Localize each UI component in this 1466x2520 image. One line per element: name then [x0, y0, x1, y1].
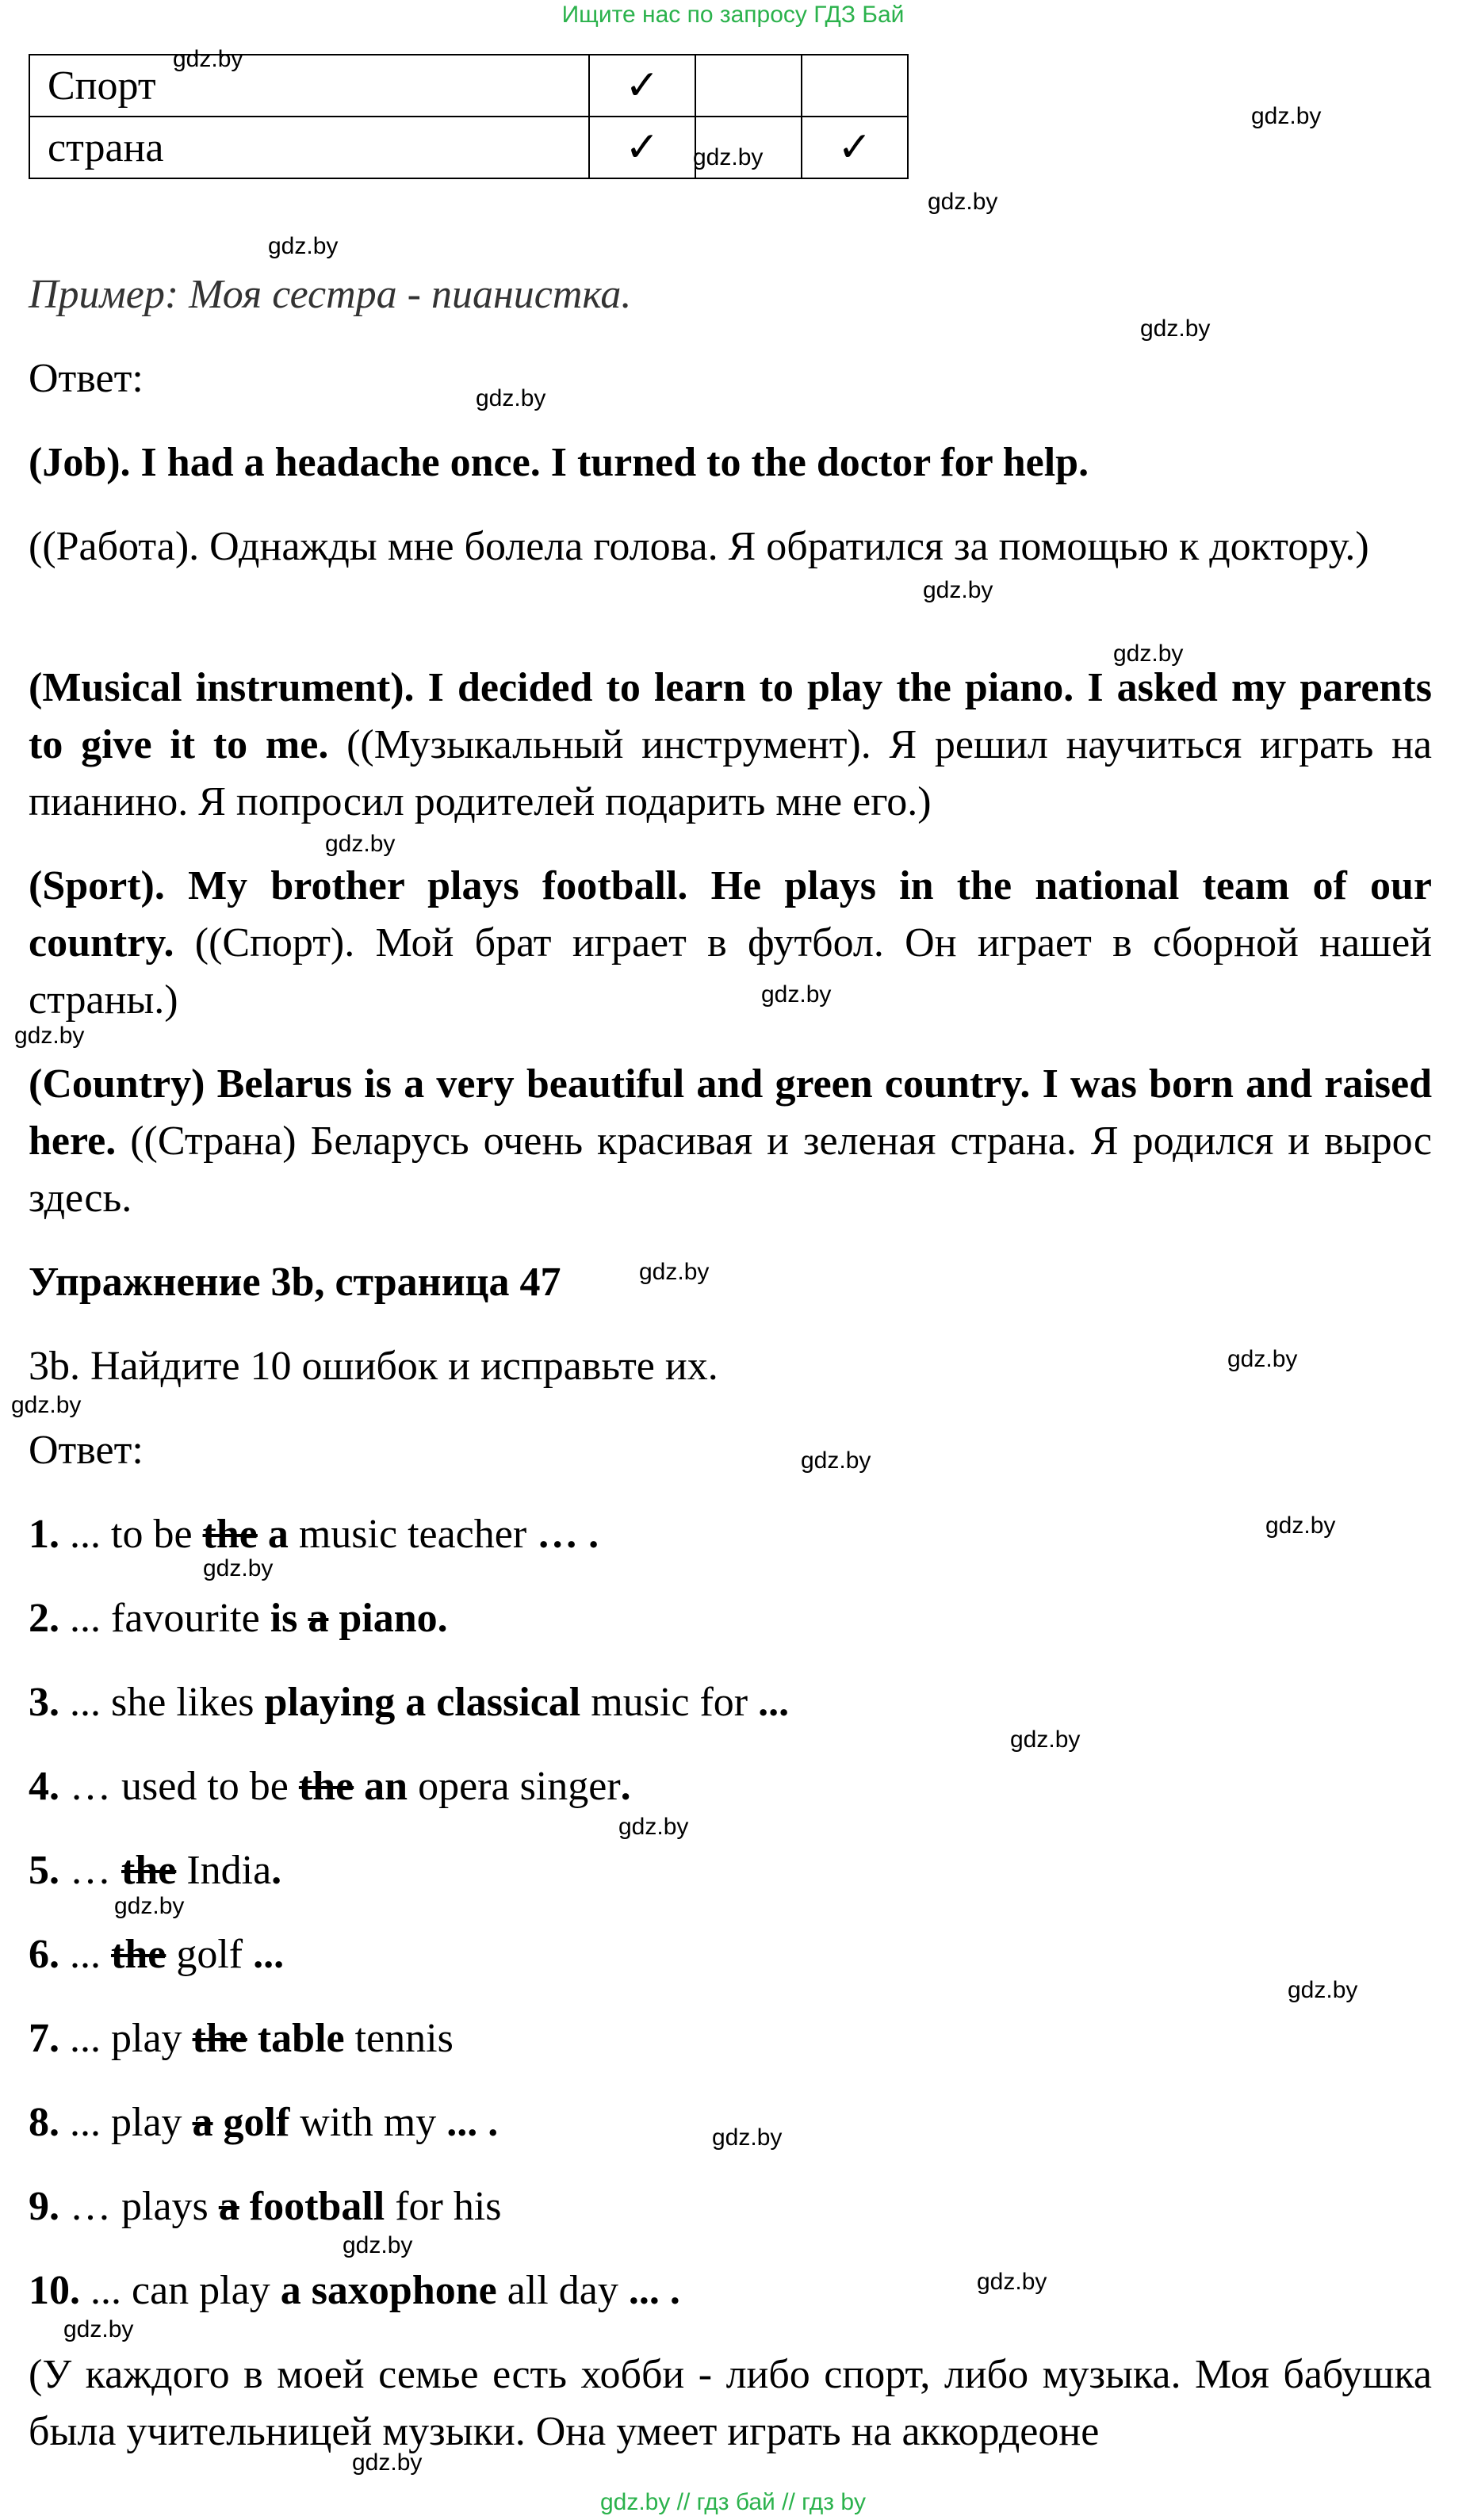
item-number: 10.	[29, 2268, 80, 2313]
item-text: …	[59, 1848, 121, 1893]
watermark-text: gdz.by	[268, 233, 339, 259]
watermark-text: gdz.by	[693, 144, 764, 170]
sport-ru-text: ((Спорт). Мой брат играет в футбол. Он играет в сборной нашей страны.)	[29, 920, 1432, 1023]
table-cell-label: страна	[29, 117, 589, 178]
item-number: 4.	[29, 1764, 59, 1809]
list-item	[29, 1590, 1432, 1647]
check-icon: ✓	[589, 117, 695, 178]
check-icon: ✓	[802, 117, 908, 178]
item-number: 3.	[29, 1680, 59, 1725]
item-number: 9.	[29, 2184, 59, 2229]
item-text: piano.	[328, 1596, 448, 1641]
watermark-text: gdz.by	[712, 2124, 783, 2151]
watermark-text: gdz.by	[1288, 1977, 1358, 2003]
item-text: all day	[496, 2268, 629, 2313]
corrected-word: playing a classical	[264, 1680, 581, 1725]
corrected-word: a saxophone	[280, 2268, 497, 2313]
struck-word: the	[298, 1764, 354, 1809]
example-sentence: Пример: Моя сестра - пианистка.	[29, 272, 632, 317]
item-text: … plays	[59, 2184, 219, 2229]
list-item	[29, 1758, 1432, 1815]
list-item	[29, 1842, 1432, 1899]
item-text: with my	[289, 2100, 447, 2145]
item-text: ... favourite	[59, 1596, 270, 1641]
check-icon: ✓	[589, 55, 695, 117]
item-ellipsis: … .	[537, 1512, 599, 1557]
table-cell-empty	[802, 55, 908, 117]
corrected-word: an	[354, 1764, 408, 1809]
exercise-heading-text: Упражнение 3b, страница 47	[29, 1260, 561, 1305]
watermark-text: gdz.by	[761, 981, 832, 1008]
item-number: 8.	[29, 2100, 59, 2145]
watermark-text: gdz.by	[928, 189, 998, 215]
watermark-text: gdz.by	[11, 1392, 82, 1418]
struck-word: the	[121, 1848, 177, 1893]
item-ellipsis: ... .	[446, 2100, 499, 2145]
item-number: 1.	[29, 1512, 59, 1557]
exercise-task: 3b. Найдите 10 ошибок и исправьте их.	[29, 1344, 718, 1389]
exercise-answer-label: Ответ:	[29, 1428, 144, 1473]
watermark-text: gdz.by	[639, 1259, 710, 1285]
paragraph-job-ru: ((Работа). Однажды мне болела голова. Я обратился за помощью к доктору.)	[29, 524, 1369, 569]
list-item	[29, 1926, 1432, 1983]
watermark-text: gdz.by	[325, 831, 396, 857]
corrected-word: a	[257, 1512, 289, 1557]
watermark-text: gdz.by	[977, 2269, 1047, 2295]
item-text: ...	[59, 1932, 111, 1977]
watermark-text: gdz.by	[203, 1555, 274, 1581]
watermark-text: gdz.by	[476, 385, 546, 411]
item-number: 6.	[29, 1932, 59, 1977]
music-en-text: (Musical instrument). I decided to learn to play the piano. I asked my parents to give it to me.	[29, 665, 1432, 767]
paragraph-music	[29, 660, 1432, 831]
item-text: golf	[166, 1932, 254, 1977]
watermark-text: gdz.by	[343, 2232, 413, 2258]
item-text: music for	[580, 1680, 759, 1725]
item-ellipsis: ... .	[628, 2268, 680, 2313]
item-number: 5.	[29, 1848, 59, 1893]
table-row	[29, 55, 908, 117]
watermark-text: gdz.by	[63, 2316, 134, 2342]
item-ellipsis: ...	[758, 1680, 790, 1725]
item-period: .	[271, 1848, 282, 1893]
list-item	[29, 2010, 1432, 2067]
watermark-text: gdz.by	[114, 1893, 185, 1919]
corrected-word: is	[270, 1596, 308, 1641]
watermark-text: gdz.by	[618, 1814, 689, 1840]
item-text: music teacher	[288, 1512, 538, 1557]
list-item	[29, 1674, 1432, 1731]
paragraph-job-en	[29, 434, 1432, 491]
watermark-text: gdz.by	[1251, 103, 1322, 129]
item-text: for his	[385, 2184, 502, 2229]
struck-word: the	[202, 1512, 258, 1557]
item-text: ... can play	[80, 2268, 281, 2313]
sport-en-text: (Sport). My brother plays football. He plays in the national team of our country.	[29, 863, 1432, 966]
paragraph-country	[29, 1056, 1432, 1227]
item-text: ... to be	[59, 1512, 203, 1557]
hobby-table	[29, 54, 909, 179]
footer-banner[interactable]: gdz.by // гдз бай // гдз by	[599, 2489, 867, 2515]
item-text: … used to be	[59, 1764, 299, 1809]
list-item	[29, 2262, 1432, 2319]
item-period: .	[620, 1764, 631, 1809]
item-number: 2.	[29, 1596, 59, 1641]
job-en-text: (Job). I had a headache once. I turned to the doctor for help.	[29, 440, 1089, 485]
item-ellipsis: ...	[253, 1932, 285, 1977]
header-banner[interactable]: Ищите нас по запросу ГДЗ Бай	[561, 2, 905, 28]
watermark-text: gdz.by	[1227, 1346, 1298, 1372]
table-row	[29, 117, 908, 178]
watermark-text: gdz.by	[173, 46, 243, 72]
corrected-word: table	[247, 2016, 345, 2061]
watermark-text: gdz.by	[352, 2449, 423, 2476]
country-en-text: (Country) Belarus is a very beautiful and green country. I was born and raised here.	[29, 1061, 1432, 1164]
struck-word: a	[218, 2184, 239, 2229]
table-cell-label: Спорт	[29, 55, 589, 117]
item-number: 7.	[29, 2016, 59, 2061]
item-text: India	[176, 1848, 272, 1893]
struck-word: the	[192, 2016, 247, 2061]
final-translation: (У каждого в моей семье есть хобби - либо спорт, либо музыка. Моя бабушка была учительницей музыки. Она умеет играть на аккордеоне	[29, 2352, 1432, 2454]
watermark-text: gdz.by	[1140, 315, 1211, 342]
watermark-text: gdz.by	[923, 577, 993, 603]
watermark-text: gdz.by	[1010, 1727, 1081, 1753]
struck-word: a	[192, 2100, 213, 2145]
watermark-text: gdz.by	[1113, 641, 1184, 667]
struck-word: a	[308, 1596, 329, 1641]
item-text: tennis	[344, 2016, 454, 2061]
country-ru-text: ((Страна) Беларусь очень красивая и зеленая страна. Я родился и вырос здесь.	[29, 1119, 1432, 1221]
paragraph-sport	[29, 858, 1432, 1029]
table-cell-empty	[695, 55, 802, 117]
item-text: ... play	[59, 2016, 193, 2061]
item-text: ... play	[59, 2100, 193, 2145]
answer-label: Ответ:	[29, 356, 144, 401]
music-ru-text: ((Музыкальный инструмент). Я решил научиться играть на пианино. Я попросил родителей подарить мне его.)	[29, 722, 1432, 824]
list-item	[29, 2178, 1432, 2235]
corrected-word: golf	[212, 2100, 290, 2145]
item-text: ... she likes	[59, 1680, 265, 1725]
watermark-text: gdz.by	[801, 1447, 871, 1474]
corrected-word: football	[239, 2184, 385, 2229]
item-text: opera singer	[408, 1764, 621, 1809]
watermark-text: gdz.by	[1265, 1512, 1336, 1539]
struck-word: the	[111, 1932, 167, 1977]
exercise-heading	[29, 1254, 1432, 1311]
watermark-text: gdz.by	[14, 1023, 85, 1049]
